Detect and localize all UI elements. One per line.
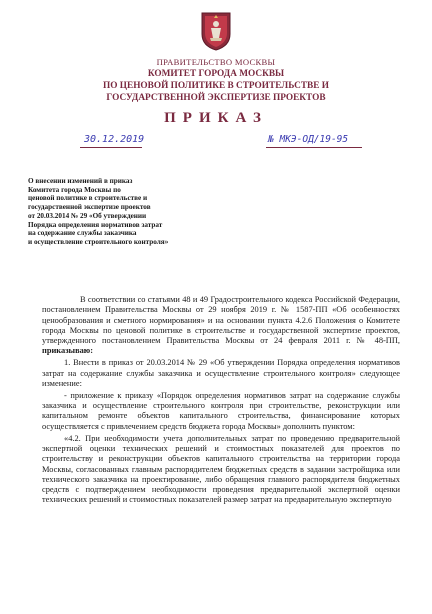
order-subject [28, 177, 258, 247]
government-name: ПРАВИТЕЛЬСТВО МОСКВЫ [156, 57, 276, 67]
subject-line: Порядка определения нормативов затрат [28, 220, 163, 229]
number-underline [266, 147, 362, 148]
committee-name [0, 68, 432, 104]
date-underline [80, 147, 142, 148]
committee-line: ГОСУДАРСТВЕННОЙ ЭКСПЕРТИЗЕ ПРОЕКТОВ [106, 93, 326, 103]
body-paragraph-2: - приложение к приказу «Порядок определения нормативов затрат на содержание службы заказчика и осуществление строительного контроля при строительстве, реконструкции или капитальном ремонте объектов капитального строительства, финансирование которых осуществляется с привлечением средств бюджета города Москвы» дополнить пунктом: [42, 390, 400, 431]
subject-line: государственной экспертизе проектов [28, 203, 151, 212]
order-number [268, 134, 348, 145]
directive-word: приказываю: [42, 346, 93, 356]
moscow-coat-of-arms-icon [199, 10, 233, 52]
subject-line: Комитета города Москвы по [28, 185, 121, 194]
number-value: МКЭ-ОД/19-95 [279, 134, 349, 145]
order-body [42, 295, 400, 507]
committee-line: КОМИТЕТ ГОРОДА МОСКВЫ [147, 69, 285, 79]
subject-line: О внесении изменений в приказ [28, 177, 133, 185]
body-paragraph-3: «4.2. При необходимости учета дополнительных затрат по проведению предварительной экспертной оценки технических решений и стоимостных показателей для проектов по строительству и реконструкции объектов капитального строительства на территории города Москвы, согласованных главным распорядителем бюджетных средств в задании застройщика или технического заказчика на проектирование, либо обращения главного распорядителя бюджетных средств с подтверждением необходимости проведения предварительной экспертной оценки технических решений и стоимостных показателей размер затрат на предварительную экспертную [42, 433, 400, 505]
order-date: 30.12.2019 [84, 134, 145, 145]
subject-line: на содержание службы заказчика [28, 229, 137, 238]
document-type: ПРИКАЗ [164, 110, 268, 126]
subject-line: от 20.03.2014 № 29 «Об утверждении [28, 211, 147, 220]
number-sign: № [268, 134, 274, 145]
committee-line: ПО ЦЕНОВОЙ ПОЛИТИКЕ В СТРОИТЕЛЬСТВЕ И [102, 81, 330, 91]
subject-line: и осуществление строительного контроля» [28, 237, 169, 246]
body-paragraph-preamble: В соответствии со статьями 48 и 49 Градостроительного кодекса Российской Федерации, постановлением Правительства Москвы от 29 ноября 2019 г. № 1587-ПП «Об особенностях ценообразования и сметного нормирования» и на основании пункта 4.2.6 Положения о Комитете города Москвы по ценовой политике в строительстве и государственной экспертизе проектов, утвержденного постановлением Правительства Москвы от 24 февраля 2011 г. № 48-ПП, приказываю: [42, 295, 400, 356]
subject-line: ценовой политике в строительстве и [28, 194, 148, 203]
body-paragraph-1: 1. Внести в приказ от 20.03.2014 № 29 «Об утверждении Порядка определения нормативов затрат на содержание службы заказчика и осуществление строительного контроля» следующее изменение: [42, 358, 400, 388]
